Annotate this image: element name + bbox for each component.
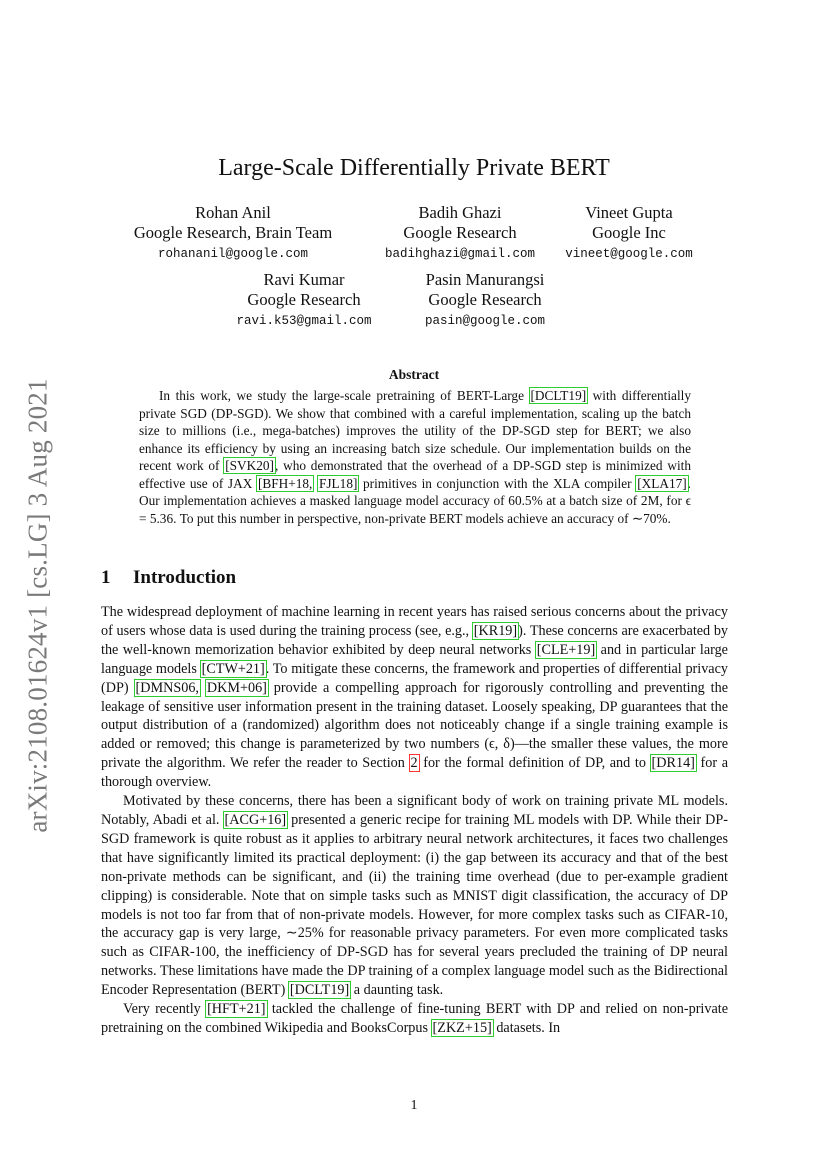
paragraph: Very recently [HFT+21] tackled the challenge of fine-tuning BERT with DP and relied on non-private pretraining on the combined Wikipedia and BooksCorpus [ZKZ+15] datasets. In [101, 1001, 728, 1036]
section-reference-link[interactable]: 2 [410, 755, 418, 772]
introduction-body [101, 603, 728, 1038]
author-email[interactable]: pasin@google.com [424, 314, 546, 328]
citation-link[interactable]: [KR19] [473, 622, 518, 639]
citation-link[interactable]: [ACG+16] [224, 811, 287, 828]
author-block [224, 270, 384, 331]
citation-link[interactable]: [SVK20] [225, 458, 274, 473]
author-affiliation: Google Research [428, 290, 542, 309]
citation-link[interactable]: [XLA17] [637, 475, 687, 491]
page-number: 1 [410, 1098, 418, 1113]
citation-link[interactable]: [DCLT19] [530, 388, 587, 403]
author-email[interactable]: badihghazi@gmail.com [384, 247, 536, 261]
author-email[interactable]: rohananil@google.com [157, 247, 309, 261]
author-block [370, 203, 550, 264]
paper-title: Large-Scale Differentially Private BERT [218, 155, 610, 181]
author-affiliation: Google Research, Brain Team [133, 223, 333, 242]
author-name: Ravi Kumar [263, 270, 345, 289]
author-name: Badih Ghazi [418, 203, 502, 222]
author-affiliation: Google Research [403, 223, 517, 242]
author-email[interactable]: ravi.k53@gmail.com [236, 314, 372, 328]
author-block [408, 270, 562, 331]
citation-link[interactable]: [HFT+21] [207, 1001, 266, 1018]
paragraph: Motivated by these concerns, there has been a significant body of work on training private ML models. Notably, Abadi et al. [ACG+16] presented a generic recipe for training ML models with DP. While their DP-SGD framework is quite robust as it applies to arbitrary neural network architectures, it faces two challenges that have significantly limited its practical deployment: (i) the gap between its accuracy and that of the best non-private methods can be significant, and (ii) the training time overhead (due to per-example gradient clipping) is considerable. Note that on simple tasks such as MNIST digit classification, the accuracy of DP models is not too far from that of non-private models. However, for more complex tasks such as CIFAR-10, the accuracy gap is very large, ∼25% for reasonable privacy parameters. For even more complicated tasks such as CIFAR-100, the inefficiency of DP-SGD has for several years precluded the training of DP neural networks. These limitations have made the DP training of a complex language model such as the Bidirectional Encoder Representation (BERT) [DCLT19] a daunting task. [101, 793, 729, 999]
arxiv-identifier-stamp [10, 368, 66, 843]
citation-link[interactable]: [DCLT19] [289, 982, 350, 999]
paragraph: The widespread deployment of machine learning in recent years has raised serious concerns about the privacy of users whose data is used during the training process (see, e.g., [KR19]). These concerns are exacerbated by the well-known memorization behavior exhibited by deep neural networks [CLE+19] and in particular large language models [CTW+21]. To mitigate these concerns, the framework and properties of differential privacy (DP) [DMNS06, DKM+06] provide a compelling approach for rigorously controlling and preventing the leakage of sensitive user information present in the training dataset. Loosely speaking, DP guarantees that the output distribution of a (randomized) algorithm does not noticeably change if a single training example is added or removed; this change is parameterized by two numbers (ϵ, δ)—the smaller these values, the more private the algorithm. We refer the reader to Section 2 for the formal definition of DP, and to [DR14] for a thorough overview. [101, 604, 729, 791]
citation-link[interactable]: [CLE+19] [536, 641, 596, 658]
citation-link[interactable]: [DR14] [651, 755, 695, 772]
author-name: Vineet Gupta [585, 203, 673, 222]
author-block [558, 203, 700, 264]
citation-link[interactable]: [DMNS06, [135, 679, 199, 696]
citation-link[interactable]: [CTW+21] [201, 660, 265, 677]
author-name: Pasin Manurangsi [425, 270, 545, 289]
abstract-text: In this work, we study the large-scale pretraining of BERT-Large [DCLT19] with differentially private SGD (DP-SGD). We show that combined with a careful implementation, scaling up the batch size to millions (i.e., mega-batches) improves the utility of the DP-SGD step for BERT; we also enhance its efficiency by using an increasing batch size schedule. Our implementation builds on the recent work of [SVK20], who demonstrated that the overhead of a DP-SGD step is minimized with effective use of JAX [BFH+18, FJL18] primitives in conjunction with the XLA compiler [XLA17]. Our implementation achieves a masked language model accuracy of 60.5% at a batch size of 2M, for ϵ = 5.36. To put this number in perspective, non-private BERT models achieve an accuracy of ∼70%. [139, 388, 691, 526]
citation-link[interactable]: [ZKZ+15] [432, 1019, 492, 1036]
citation-link[interactable]: DKM+06] [206, 679, 267, 696]
section-number: 1 [101, 567, 111, 588]
abstract-heading: Abstract [388, 367, 440, 382]
author-block [120, 203, 346, 264]
section-title: Introduction [133, 567, 237, 588]
author-affiliation: Google Inc [592, 223, 666, 242]
author-name: Rohan Anil [195, 203, 271, 222]
arxiv-stamp-text: arXiv:2108.01624v1 [cs.LG] 3 Aug 2021 [22, 378, 53, 833]
citation-link[interactable]: [BFH+18, [257, 475, 313, 491]
citation-link[interactable]: FJL18] [318, 475, 358, 491]
section-heading-introduction [101, 566, 501, 590]
author-email[interactable]: vineet@google.com [565, 247, 693, 261]
author-affiliation: Google Research [247, 290, 361, 309]
